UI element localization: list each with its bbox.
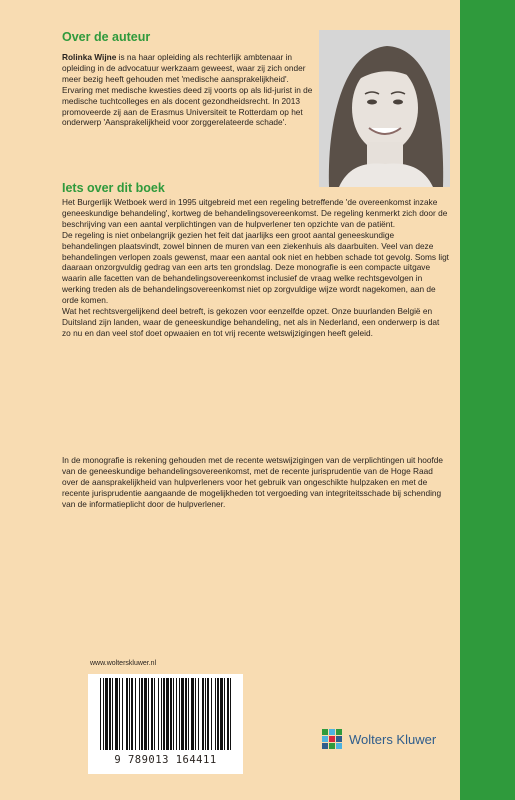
book-paragraph-3: Wat het rechtsvergelijkend deel betreft, is gekozen voor eenzelfde opzet. Onze buurlanden België en Duitsland zijn landen, waar de geneeskundige behandeling, net als in Nederland, een onderwerp is dat zo nu en dan veel stof doet opwaaien en tot vrij recente wetswijzigingen heeft geleid. <box>62 306 440 338</box>
author-bio-text: is na haar opleiding als rechterlijk ambtenaar in opleiding in de advocatuur werkzaam geweest, waar zij zich onder meer bezig heeft gehouden met 'medische aansprakelijkheid'. Ervaring met medische kwesties deed zij voorts op als lid-jurist in de medische tuchtcolleges en als docent gezondheidsrecht. In 2013 promoveerde zij aan de Erasmus Universiteit te Rotterdam op het onderwerp 'Aansprakelijkheid voor zorggerelateerde schade'. <box>62 52 313 128</box>
book-paragraph-1: Het Burgerlijk Wetboek werd in 1995 uitgebreid met een regeling betreffende 'de overeenkomst inzake geneeskundige behandeling', kortweg de behandelingsovereenkomst. De regeling kenmerkt zich door de beschrijving van een aantal verplichtingen van de hulpverlener ten opzichte van de patiënt. <box>62 197 448 229</box>
author-heading: Over de auteur <box>62 30 151 44</box>
publisher-website: www.wolterskluwer.nl <box>90 660 157 667</box>
publisher-name: Wolters Kluwer <box>349 731 437 747</box>
book-description <box>62 197 450 339</box>
book-paragraph-2: De regeling is niet onbelangrijk gezien het feit dat jaarlijks een groot aantal geneeskundige behandelingen plaatsvindt, zowel binnen de muren van een ziekenhuis als daarbuiten. Veel van deze behandelingen verlopen zoals gewenst, maar een aantal ook niet en hebben schade tot gevolg. Soms ligt daaraan onzorgvuldig gedrag van een arts ten grondslag. Deze monografie is een compacte uitgave waarin alle facetten van de behandelingsovereenkomst inclusief de vraag welke rechtsgevolgen in werking treden als de behandelingsovereenkomst niet op zorgvuldige wijze wordt nagekomen, aan de orde komen. <box>62 229 449 306</box>
author-photo <box>319 30 450 187</box>
barcode-digits: 9 789013 164411 <box>114 754 217 766</box>
author-name: Rolinka Wijne <box>62 52 117 62</box>
green-side-bar <box>460 0 515 800</box>
barcode-bars <box>88 674 243 754</box>
book-heading: Iets over dit boek <box>62 181 165 195</box>
publisher-logo <box>320 725 455 753</box>
barcode <box>88 674 243 774</box>
book-closing-paragraph: In de monografie is rekening gehouden met de recente wetswijzigingen van de verplichtingen uit hoofde van de geneeskundige behandelingsovereenkomst, met de recente jurisprudentie van de Hoge Raad over de aansprakelijkheid van hulpverleners voor het gebruik van ongeschikte hulpzaken en met de recente jurisprudentie aangaande de mogelijkheden tot vergoeding van integriteitsschade bij schending van de informatieplicht door de hulpverlener. <box>62 455 443 509</box>
wolters-kluwer-logo-icon <box>320 727 344 751</box>
author-bio <box>62 52 314 128</box>
